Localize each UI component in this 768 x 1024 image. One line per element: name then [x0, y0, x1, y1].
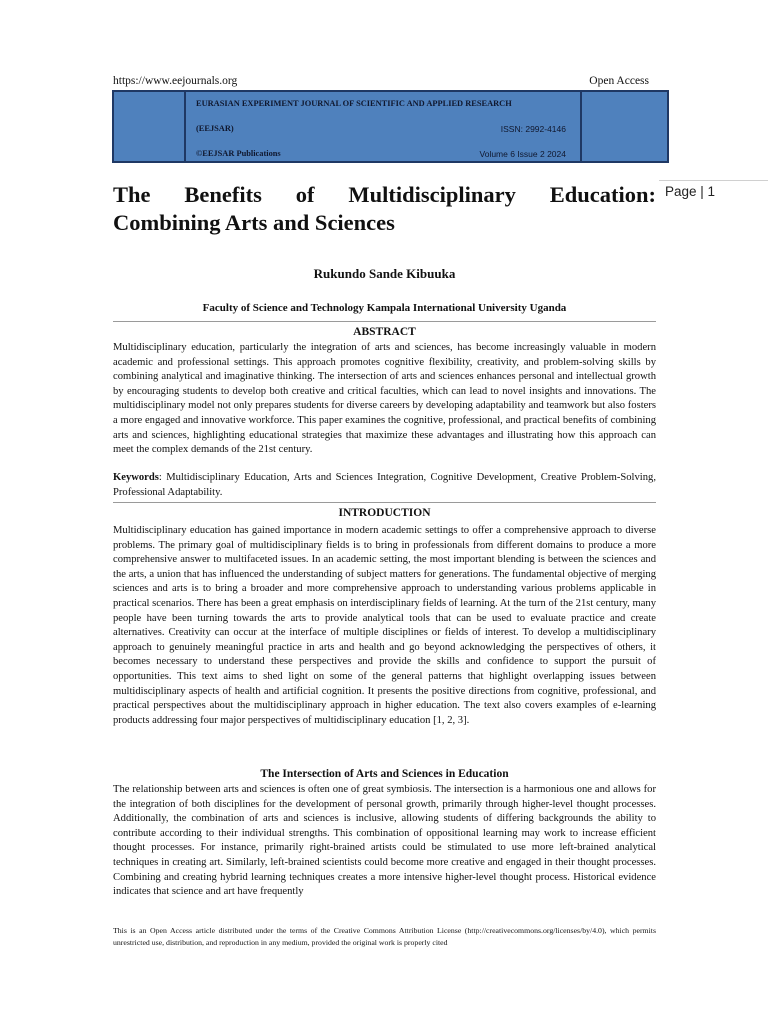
keywords-list: : Multidisciplinary Education, Arts and Sciences Integration, Cognitive Development, Creative Problem-Solving, Professional Adaptability. — [113, 472, 656, 498]
license-footer: This is an Open Access article distributed under the terms of the Creative Commons Attribution License (http://creativecommons.org/licenses/by/4.0), which permits unrestricted use, distribution, and reproduction in any medium, provided the original work is properly cited — [113, 926, 656, 947]
author-affiliation: Faculty of Science and Technology Kampala International University Uganda — [202, 302, 567, 314]
abstract-heading: ABSTRACT — [353, 326, 416, 338]
journal-issn: ISSN: 2992-4146 — [500, 124, 566, 134]
paper-title: The Benefits of Multidisciplinary Education: Combining Arts and Sciences — [113, 182, 656, 235]
introduction-heading: INTRODUCTION — [338, 507, 431, 519]
open-access-label: Open Access — [589, 75, 649, 87]
divider — [113, 502, 656, 503]
journal-name: EURASIAN EXPERIMENT JOURNAL OF SCIENTIFIC AND APPLIED RESEARCH — [196, 99, 512, 108]
author-name: Rukundo Sande Kibuuka — [313, 266, 456, 281]
page-number — [659, 180, 768, 209]
introduction-text: Multidisciplinary education has gained importance in modern academic settings to offer a comprehensive approach to diverse problems. The primary goal of multidisciplinary fields is to bring in professionals from different domains to produce a more comprehensive answer to multifaceted issues. In an academic setting, the most important blending is between the sciences and the arts, a union that has influenced the understanding of subject matters for generations. The fundamental objective of merging sciences and arts is to bring a broader and more comprehensive approach to understanding various problems applicable in practical scenarios. There has been a great emphasis on interdisciplinary fields of learning. At the turn of the 21st century, many people have been turning towards the arts to provide analytical tools that can be used to evaluate practice and create alternatives. Creativity can occur at the interface of multiple disciplines or fields of interest. To develop a multidisciplinary approach to genuinely meaningful practice in arts and health and go beyond acknowledging the perspectives of others, it becomes necessary to understand these perspectives and provide the skills and confidence to support the pursuit of opportunities. This text aims to shed light on some of the general patterns that highlight overlapping issues between multidisciplinary aspects of health and artificial cognition. It presents the positive directions from cognitive, professional, and practical perspectives about the multidisciplinary approach in higher education. The text also covers examples of e-learning products addressing four major perspectives of multidisciplinary education [1, 2, 3]. — [113, 525, 656, 726]
page-number-label: Page | 1 — [665, 184, 716, 199]
abstract-text: Multidisciplinary education, particularly the integration of arts and sciences, has become increasingly valuable in modern academic and professional settings. This approach promotes cognitive flexibility, creativity, and problem-solving skills by combining analytical and imaginative thinking. The intersection of arts and sciences enhances personal and intellectual growth by encouraging students to develop both creative and critical faculties, which can lead to novel insights and innovations. The multidisciplinary model not only prepares students for diverse careers by developing adaptability and teamwork but also fosters a more engaged and innovative workforce. This paper examines the cognitive, professional, and practical benefits of combining arts and sciences, highlighting educational strategies that maximize these advantages and illustrating how this approach can meet the complex demands of the 21st century. — [113, 342, 656, 456]
journal-banner — [112, 90, 669, 163]
keywords-label: Keywords — [113, 472, 159, 483]
journal-volume: Volume 6 Issue 2 2024 — [479, 149, 566, 159]
section-text: The relationship between arts and sciences is often one of great symbiosis. The intersection is a harmonious one and allows for the integration of both disciplines for the development of personal growth, primarily through higher-level thought processes. Additionally, the combination of arts and sciences is inclusive, allowing students of differing backgrounds the ability to contribute according to their individual strengths. This combination of oppositional learning may work to increase efficient thought processes. For instance, primarily right-brained artists could be stimulated to use more left-brained analytical techniques in creating art. Similarly, left-brained scientists could become more creative and engaged in their thought processes. Combining and creating hybrid learning techniques creates a more intensive higher-level thought process. Historical evidence indicates that science and art have frequently — [113, 784, 656, 898]
journal-publisher: ©EEJSAR Publications — [196, 149, 281, 158]
section-heading: The Intersection of Arts and Sciences in Education — [260, 768, 509, 780]
journal-url[interactable]: https://www.eejournals.org — [113, 75, 238, 87]
running-header — [113, 75, 649, 89]
journal-abbrev: (EEJSAR) — [196, 124, 234, 133]
banner-center-panel — [184, 92, 582, 161]
divider — [113, 321, 656, 322]
keywords — [113, 471, 656, 500]
